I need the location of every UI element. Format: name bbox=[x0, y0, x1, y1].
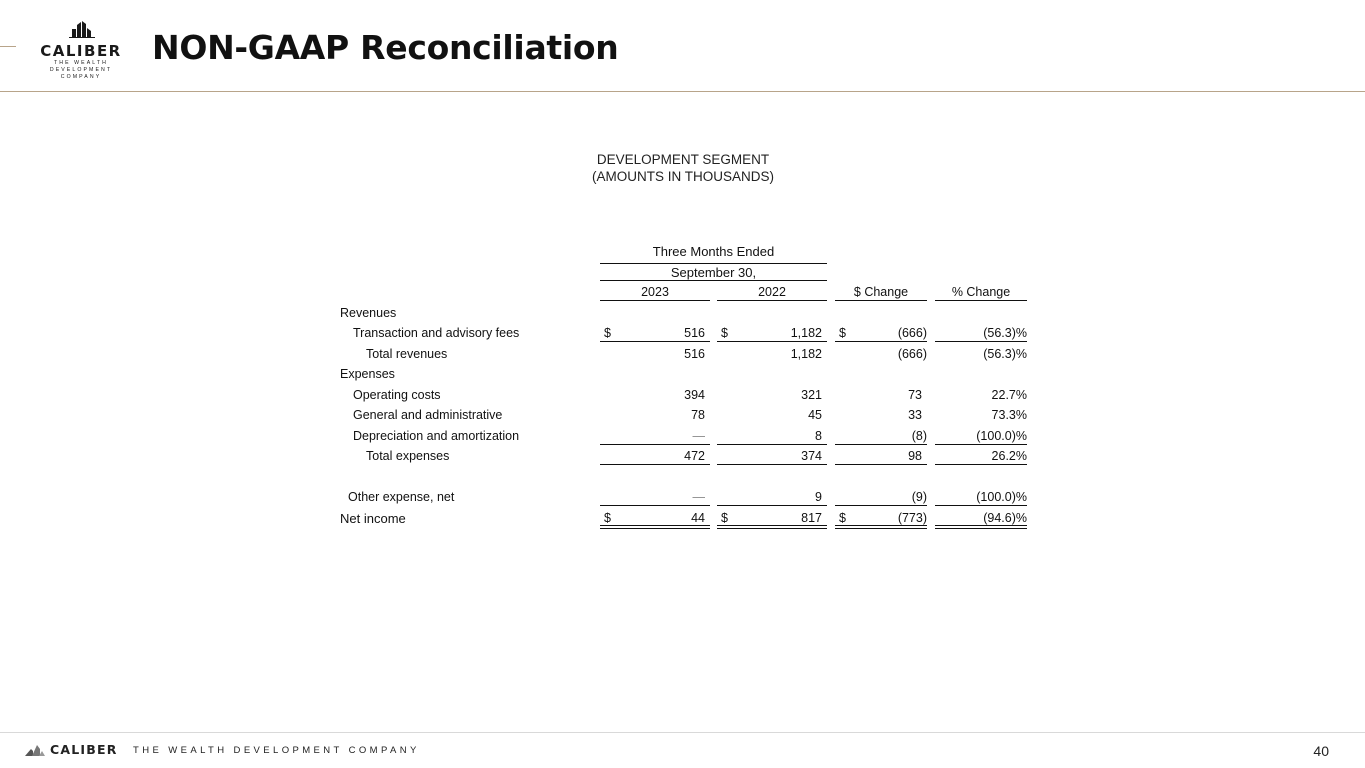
table-cell: (56.3)% bbox=[983, 347, 1027, 361]
table-cell: 78 bbox=[691, 408, 705, 422]
row-label-general-administrative: General and administrative bbox=[353, 408, 503, 422]
total-double-rule bbox=[935, 525, 1027, 529]
subtotal-rule bbox=[600, 444, 710, 445]
table-cell: 374 bbox=[801, 449, 822, 463]
table-cell: (56.3)% bbox=[983, 326, 1027, 340]
subtotal-rule bbox=[835, 444, 927, 445]
table-cell: 472 bbox=[684, 449, 705, 463]
table-cell: — bbox=[692, 490, 705, 504]
row-label-other-expense: Other expense, net bbox=[348, 490, 455, 504]
subtotal-rule bbox=[717, 505, 827, 506]
table-cell: 22.7% bbox=[991, 388, 1027, 402]
dollar-sign: $ bbox=[604, 511, 611, 525]
header-accent-dash bbox=[0, 46, 16, 47]
table-cell: 817 bbox=[801, 511, 822, 525]
table-cell: 8 bbox=[815, 429, 822, 443]
table-cell: — bbox=[692, 429, 705, 443]
total-double-rule bbox=[717, 525, 827, 529]
caliber-logo bbox=[24, 20, 138, 80]
logo-tagline bbox=[24, 60, 138, 81]
table-cell: 73.3% bbox=[991, 408, 1027, 422]
row-label-net-income: Net income bbox=[340, 511, 406, 526]
column-header-underline bbox=[600, 300, 710, 301]
dollar-sign: $ bbox=[604, 326, 611, 340]
table-cell: 44 bbox=[691, 511, 705, 525]
table-cell: (773) bbox=[897, 511, 927, 525]
subtotal-rule bbox=[935, 464, 1027, 465]
total-double-rule bbox=[600, 525, 710, 529]
period-subheader-underline bbox=[600, 280, 827, 281]
logo-wordmark: CALIBER bbox=[40, 42, 122, 60]
period-header: Three Months Ended bbox=[652, 244, 775, 259]
subtotal-rule bbox=[717, 341, 827, 342]
table-cell: 9 bbox=[815, 490, 822, 504]
subtotal-rule bbox=[717, 444, 827, 445]
table-cell: 321 bbox=[801, 388, 822, 402]
column-header-underline bbox=[835, 300, 927, 301]
footer-tagline: THE WEALTH DEVELOPMENT COMPANY bbox=[133, 745, 420, 756]
column-header-underline bbox=[717, 300, 827, 301]
segment-title: DEVELOPMENT SEGMENT bbox=[596, 152, 770, 167]
subtotal-rule bbox=[935, 341, 1027, 342]
subtotal-rule bbox=[935, 505, 1027, 506]
table-cell: 1,182 bbox=[790, 326, 822, 340]
subtotal-rule bbox=[835, 464, 927, 465]
footer-divider bbox=[0, 732, 1365, 733]
building-logo-icon bbox=[69, 20, 95, 38]
row-label-total-revenues: Total revenues bbox=[366, 347, 448, 361]
table-cell: (666) bbox=[897, 347, 927, 361]
row-label-revenues: Revenues bbox=[340, 306, 397, 320]
table-cell: (666) bbox=[897, 326, 927, 340]
row-label-transaction-fees: Transaction and advisory fees bbox=[353, 326, 520, 340]
segment-subtitle: (AMOUNTS IN THOUSANDS) bbox=[591, 169, 774, 184]
footer-wordmark: CALIBER bbox=[50, 742, 118, 757]
column-header-2023: 2023 bbox=[641, 285, 669, 299]
table-cell: 45 bbox=[808, 408, 822, 422]
table-cell: 1,182 bbox=[790, 347, 822, 361]
row-label-expenses: Expenses bbox=[340, 367, 395, 381]
subtotal-rule bbox=[717, 464, 827, 465]
table-cell: (94.6)% bbox=[983, 511, 1027, 525]
dollar-sign: $ bbox=[721, 326, 728, 340]
table-cell: 394 bbox=[684, 388, 705, 402]
logo-tagline-line1: THE WEALTH DEVELOPMENT bbox=[49, 60, 113, 73]
subtotal-rule bbox=[835, 505, 927, 506]
table-cell: 516 bbox=[684, 347, 705, 361]
period-header-underline bbox=[600, 263, 827, 264]
table-cell: 33 bbox=[908, 408, 922, 422]
page-title: NON-GAAP Reconciliation bbox=[152, 28, 619, 67]
column-header-percent-change: % Change bbox=[951, 285, 1011, 299]
page-number: 40 bbox=[1313, 743, 1329, 759]
subtotal-rule bbox=[935, 444, 1027, 445]
header-divider bbox=[0, 91, 1365, 92]
dollar-sign: $ bbox=[839, 326, 846, 340]
building-logo-icon bbox=[24, 743, 46, 757]
row-label-depreciation: Depreciation and amortization bbox=[353, 429, 520, 443]
period-subheader: September 30, bbox=[670, 265, 757, 280]
dollar-sign: $ bbox=[839, 511, 846, 525]
table-cell: 26.2% bbox=[991, 449, 1027, 463]
subtotal-rule bbox=[600, 505, 710, 506]
table-cell: (8) bbox=[911, 429, 927, 443]
logo-tagline-line2: COMPANY bbox=[60, 74, 102, 80]
row-label-total-expenses: Total expenses bbox=[366, 449, 450, 463]
table-cell: (100.0)% bbox=[976, 429, 1027, 443]
column-header-2022: 2022 bbox=[758, 285, 786, 299]
table-cell: 73 bbox=[908, 388, 922, 402]
subtotal-rule bbox=[600, 341, 710, 342]
subtotal-rule bbox=[835, 341, 927, 342]
column-header-dollar-change: $ Change bbox=[853, 285, 909, 299]
row-label-operating-costs: Operating costs bbox=[353, 388, 441, 402]
total-double-rule bbox=[835, 525, 927, 529]
dollar-sign: $ bbox=[721, 511, 728, 525]
table-cell: 98 bbox=[908, 449, 922, 463]
table-cell: 516 bbox=[684, 326, 705, 340]
column-header-underline bbox=[935, 300, 1027, 301]
subtotal-rule bbox=[600, 464, 710, 465]
table-cell: (100.0)% bbox=[976, 490, 1027, 504]
table-cell: (9) bbox=[911, 490, 927, 504]
